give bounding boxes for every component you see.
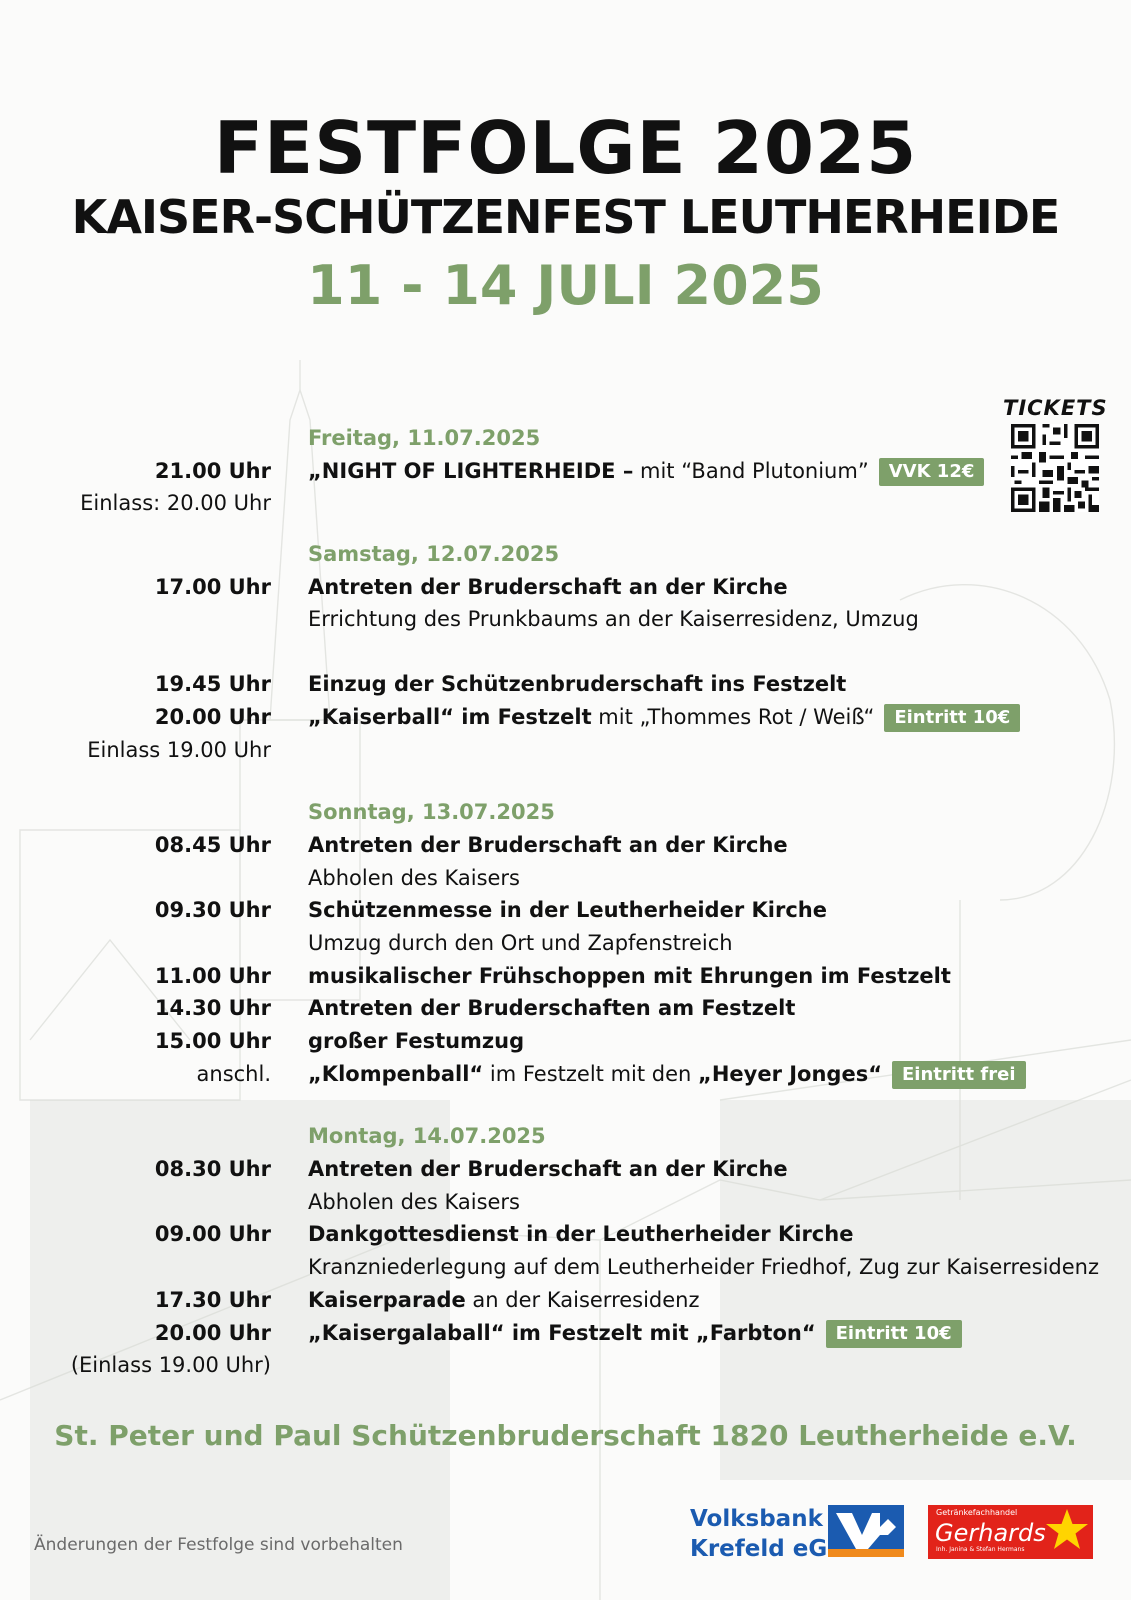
volksbank-sponsor — [690, 1504, 827, 1564]
schedule-row — [0, 894, 1131, 927]
spacer — [0, 636, 1131, 668]
event-description — [308, 571, 788, 603]
schedule-row — [0, 734, 1131, 767]
volksbank-name-line1: Volksbank — [690, 1506, 823, 1532]
day-spacer — [0, 766, 1131, 796]
schedule-row — [0, 701, 1131, 734]
volksbank-name-line2: Krefeld eG — [690, 1536, 828, 1562]
day-heading-row — [0, 422, 1131, 455]
event-text: Errichtung des Prunkbaums an der Kaiserresidenz, Umzug — [308, 607, 919, 632]
event-text: großer Festumzug — [308, 1029, 525, 1053]
day-heading: Sonntag, 13.07.2025 — [308, 800, 555, 825]
event-description — [308, 603, 919, 635]
event-text: Antreten der Bruderschaft an der Kirche — [308, 574, 788, 599]
price-badge: Eintritt frei — [892, 1061, 1026, 1089]
event-text: Abholen des Kaisers — [308, 1189, 520, 1214]
price-badge: VVK 12€ — [879, 458, 985, 486]
schedule-row — [0, 1251, 1131, 1284]
event-description — [308, 668, 846, 700]
day-heading: Montag, 14.07.2025 — [308, 1124, 546, 1149]
schedule-row — [0, 1153, 1131, 1186]
schedule-row — [0, 1218, 1131, 1251]
event-time: anschl. — [196, 1061, 271, 1086]
schedule-row — [0, 1317, 1131, 1350]
event-time: 20.00 Uhr — [154, 1320, 271, 1345]
schedule-row — [0, 603, 1131, 636]
tickets-label: TICKETS — [1003, 396, 1108, 420]
event-description — [308, 829, 788, 861]
event-description — [308, 1218, 853, 1250]
gerhards-name: Gerhards — [935, 1519, 1046, 1547]
schedule-row — [0, 992, 1131, 1025]
day-heading: Samstag, 12.07.2025 — [308, 542, 560, 567]
event-description — [308, 1284, 700, 1316]
schedule-row — [0, 1025, 1131, 1058]
day-heading-row — [0, 1120, 1131, 1153]
event-time: 17.30 Uhr — [154, 1287, 271, 1312]
event-description — [308, 894, 827, 926]
event-description — [308, 1186, 520, 1218]
event-description — [308, 992, 795, 1024]
organization-name: St. Peter und Paul Schützenbruderschaft 1820 Leutherheide e.V. — [54, 1419, 1077, 1452]
price-badge: Eintritt 10€ — [884, 704, 1020, 732]
event-description — [308, 927, 733, 959]
event-description — [308, 455, 984, 487]
day-heading-row — [0, 538, 1131, 571]
event-description — [308, 1025, 524, 1057]
schedule-row — [0, 927, 1131, 960]
event-time: Einlass: 20.00 Uhr — [80, 491, 271, 516]
schedule-row — [0, 571, 1131, 604]
star-icon — [1044, 1507, 1090, 1553]
event-text: im Festzelt mit den — [483, 1061, 699, 1086]
schedule-row — [0, 1349, 1131, 1382]
event-description — [308, 1058, 1026, 1090]
schedule-row — [0, 668, 1131, 701]
event-description — [308, 960, 951, 992]
day-spacer — [0, 520, 1131, 538]
event-time: 14.30 Uhr — [154, 996, 271, 1021]
event-text: „Heyer Jonges“ — [698, 1061, 883, 1086]
event-time: 20.00 Uhr — [154, 704, 271, 729]
event-text: „Kaisergalaball“ im Festzelt mit „Farbton“ — [308, 1320, 816, 1345]
event-time: 08.45 Uhr — [154, 832, 271, 857]
event-description — [308, 862, 520, 894]
price-badge: Eintritt 10€ — [826, 1320, 962, 1348]
event-description — [308, 701, 1020, 733]
event-text: an der Kaiserresidenz — [465, 1287, 700, 1312]
gerhards-sponsor — [928, 1505, 1093, 1559]
event-text: Antreten der Bruderschaft an der Kirche — [308, 832, 788, 857]
event-time: (Einlass 19.00 Uhr) — [70, 1353, 271, 1378]
event-description — [308, 1317, 962, 1349]
event-time: 09.00 Uhr — [154, 1222, 271, 1247]
event-time: 09.30 Uhr — [154, 898, 271, 923]
event-text: musikalischer Frühschoppen mit Ehrungen im Festzelt — [308, 963, 951, 988]
page-title: FESTFOLGE 2025 — [213, 106, 918, 190]
event-text: mit „Thommes Rot / Weiß“ — [591, 704, 875, 729]
day-heading: Freitag, 11.07.2025 — [308, 426, 541, 450]
event-subtitle: KAISER-SCHÜTZENFEST LEUTHERHEIDE — [71, 190, 1060, 244]
event-text: „NIGHT OF LIGHTERHEIDE – — [308, 458, 634, 483]
event-text: Abholen des Kaisers — [308, 865, 520, 890]
schedule-row — [0, 487, 1131, 520]
event-time: 21.00 Uhr — [154, 458, 271, 483]
schedule-row — [0, 960, 1131, 993]
schedule — [0, 422, 1131, 1382]
event-text: mit “Band Plutonium” — [633, 458, 869, 483]
event-description — [308, 1153, 788, 1185]
event-text: Antreten der Bruderschaften am Festzelt — [308, 996, 796, 1021]
event-time: Einlass 19.00 Uhr — [87, 737, 271, 762]
event-text: Kaiserparade — [308, 1287, 466, 1312]
event-text: Umzug durch den Ort und Zapfenstreich — [308, 930, 733, 955]
event-text: Dankgottesdienst in der Leutherheider Kirche — [308, 1222, 854, 1247]
event-time: 17.00 Uhr — [154, 574, 271, 599]
schedule-row — [0, 862, 1131, 895]
schedule-row — [0, 1284, 1131, 1317]
changes-note: Änderungen der Festfolge sind vorbehalten — [34, 1535, 403, 1555]
schedule-row — [0, 1058, 1131, 1091]
event-text: „Kaiserball“ im Festzelt — [308, 704, 592, 729]
event-text: Antreten der Bruderschaft an der Kirche — [308, 1157, 788, 1182]
event-text: „Klompenball“ — [308, 1061, 484, 1086]
event-text: Schützenmesse in der Leutherheider Kirche — [308, 898, 827, 923]
event-time: 19.45 Uhr — [154, 672, 271, 697]
event-description — [308, 1251, 1099, 1283]
event-time: 15.00 Uhr — [154, 1029, 271, 1053]
event-dates: 11 - 14 JULI 2025 — [307, 254, 824, 317]
day-spacer — [0, 1090, 1131, 1120]
event-text: Einzug der Schützenbruderschaft ins Festzelt — [308, 672, 847, 697]
gerhards-tagline: Getränkefachhandel — [936, 1508, 1018, 1517]
volksbank-logo-icon — [828, 1505, 904, 1557]
event-text: Kranzniederlegung auf dem Leutherheider Friedhof, Zug zur Kaiserresidenz — [308, 1255, 1099, 1280]
schedule-row — [0, 829, 1131, 862]
schedule-row — [0, 455, 1131, 488]
event-time: 08.30 Uhr — [154, 1157, 271, 1182]
schedule-row — [0, 1186, 1131, 1219]
day-heading-row — [0, 796, 1131, 829]
gerhards-owners: Inh. Janina & Stefan Hermans — [936, 1546, 1025, 1553]
event-time: 11.00 Uhr — [154, 963, 271, 988]
